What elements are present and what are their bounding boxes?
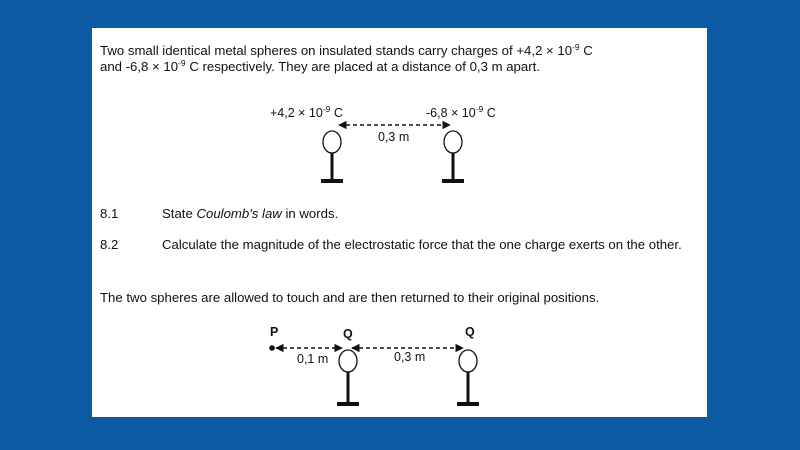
diagram2-distance-qq-label: 0,3 m (394, 350, 426, 364)
diagram2-point-p-label: P (270, 325, 279, 339)
followup-sentence: The two spheres are allowed to touch and are then returned to their original positions. (100, 290, 600, 305)
diagram1-right-charge-label: $-6,8 \times 10^{-9}$ C (426, 104, 496, 120)
diagram2-distance-pq-label: 0,1 m (297, 352, 329, 366)
diagram1-distance-label: 0,3 m (378, 130, 410, 144)
intro-line-2-text: and -6,8 × 10 (100, 59, 179, 74)
question-8-2-number: 8.2 (100, 237, 119, 252)
diagram2-point-p-dot (269, 345, 275, 351)
intro-line-2-rest: C respectively. They are placed at a distance of 0,3 m apart. (185, 59, 540, 74)
diagram2-point-q2-label: Q (465, 325, 475, 339)
diagram1-left-charge-label: $+4,2 \times 10^{-9}$ C (270, 104, 343, 120)
intro-line-2-exponent: -9 (178, 58, 186, 68)
diagram1-right-sphere (442, 131, 464, 183)
intro-line-1-text: Two small identical metal spheres on insulated stands carry charges of +4,2 × 10 (100, 43, 573, 58)
question-8-1-number: 8.1 (100, 206, 119, 221)
diagrams-svg (92, 28, 707, 417)
diagram2-left-sphere (337, 350, 359, 406)
diagram2-right-sphere (457, 350, 479, 406)
intro-line-1-unit: C (579, 43, 593, 58)
diagram1-left-sphere (321, 131, 343, 183)
coulombs-law-term: Coulomb's law (196, 206, 282, 221)
worksheet-card (92, 28, 707, 417)
question-8-1-text: State Coulomb's law in words. (162, 206, 339, 221)
intro-line-1-exponent: -9 (572, 42, 580, 52)
diagram2-point-q1-label: Q (343, 327, 353, 341)
question-8-2-text: Calculate the magnitude of the electrostatic force that the one charge exerts on the other. (162, 237, 682, 252)
